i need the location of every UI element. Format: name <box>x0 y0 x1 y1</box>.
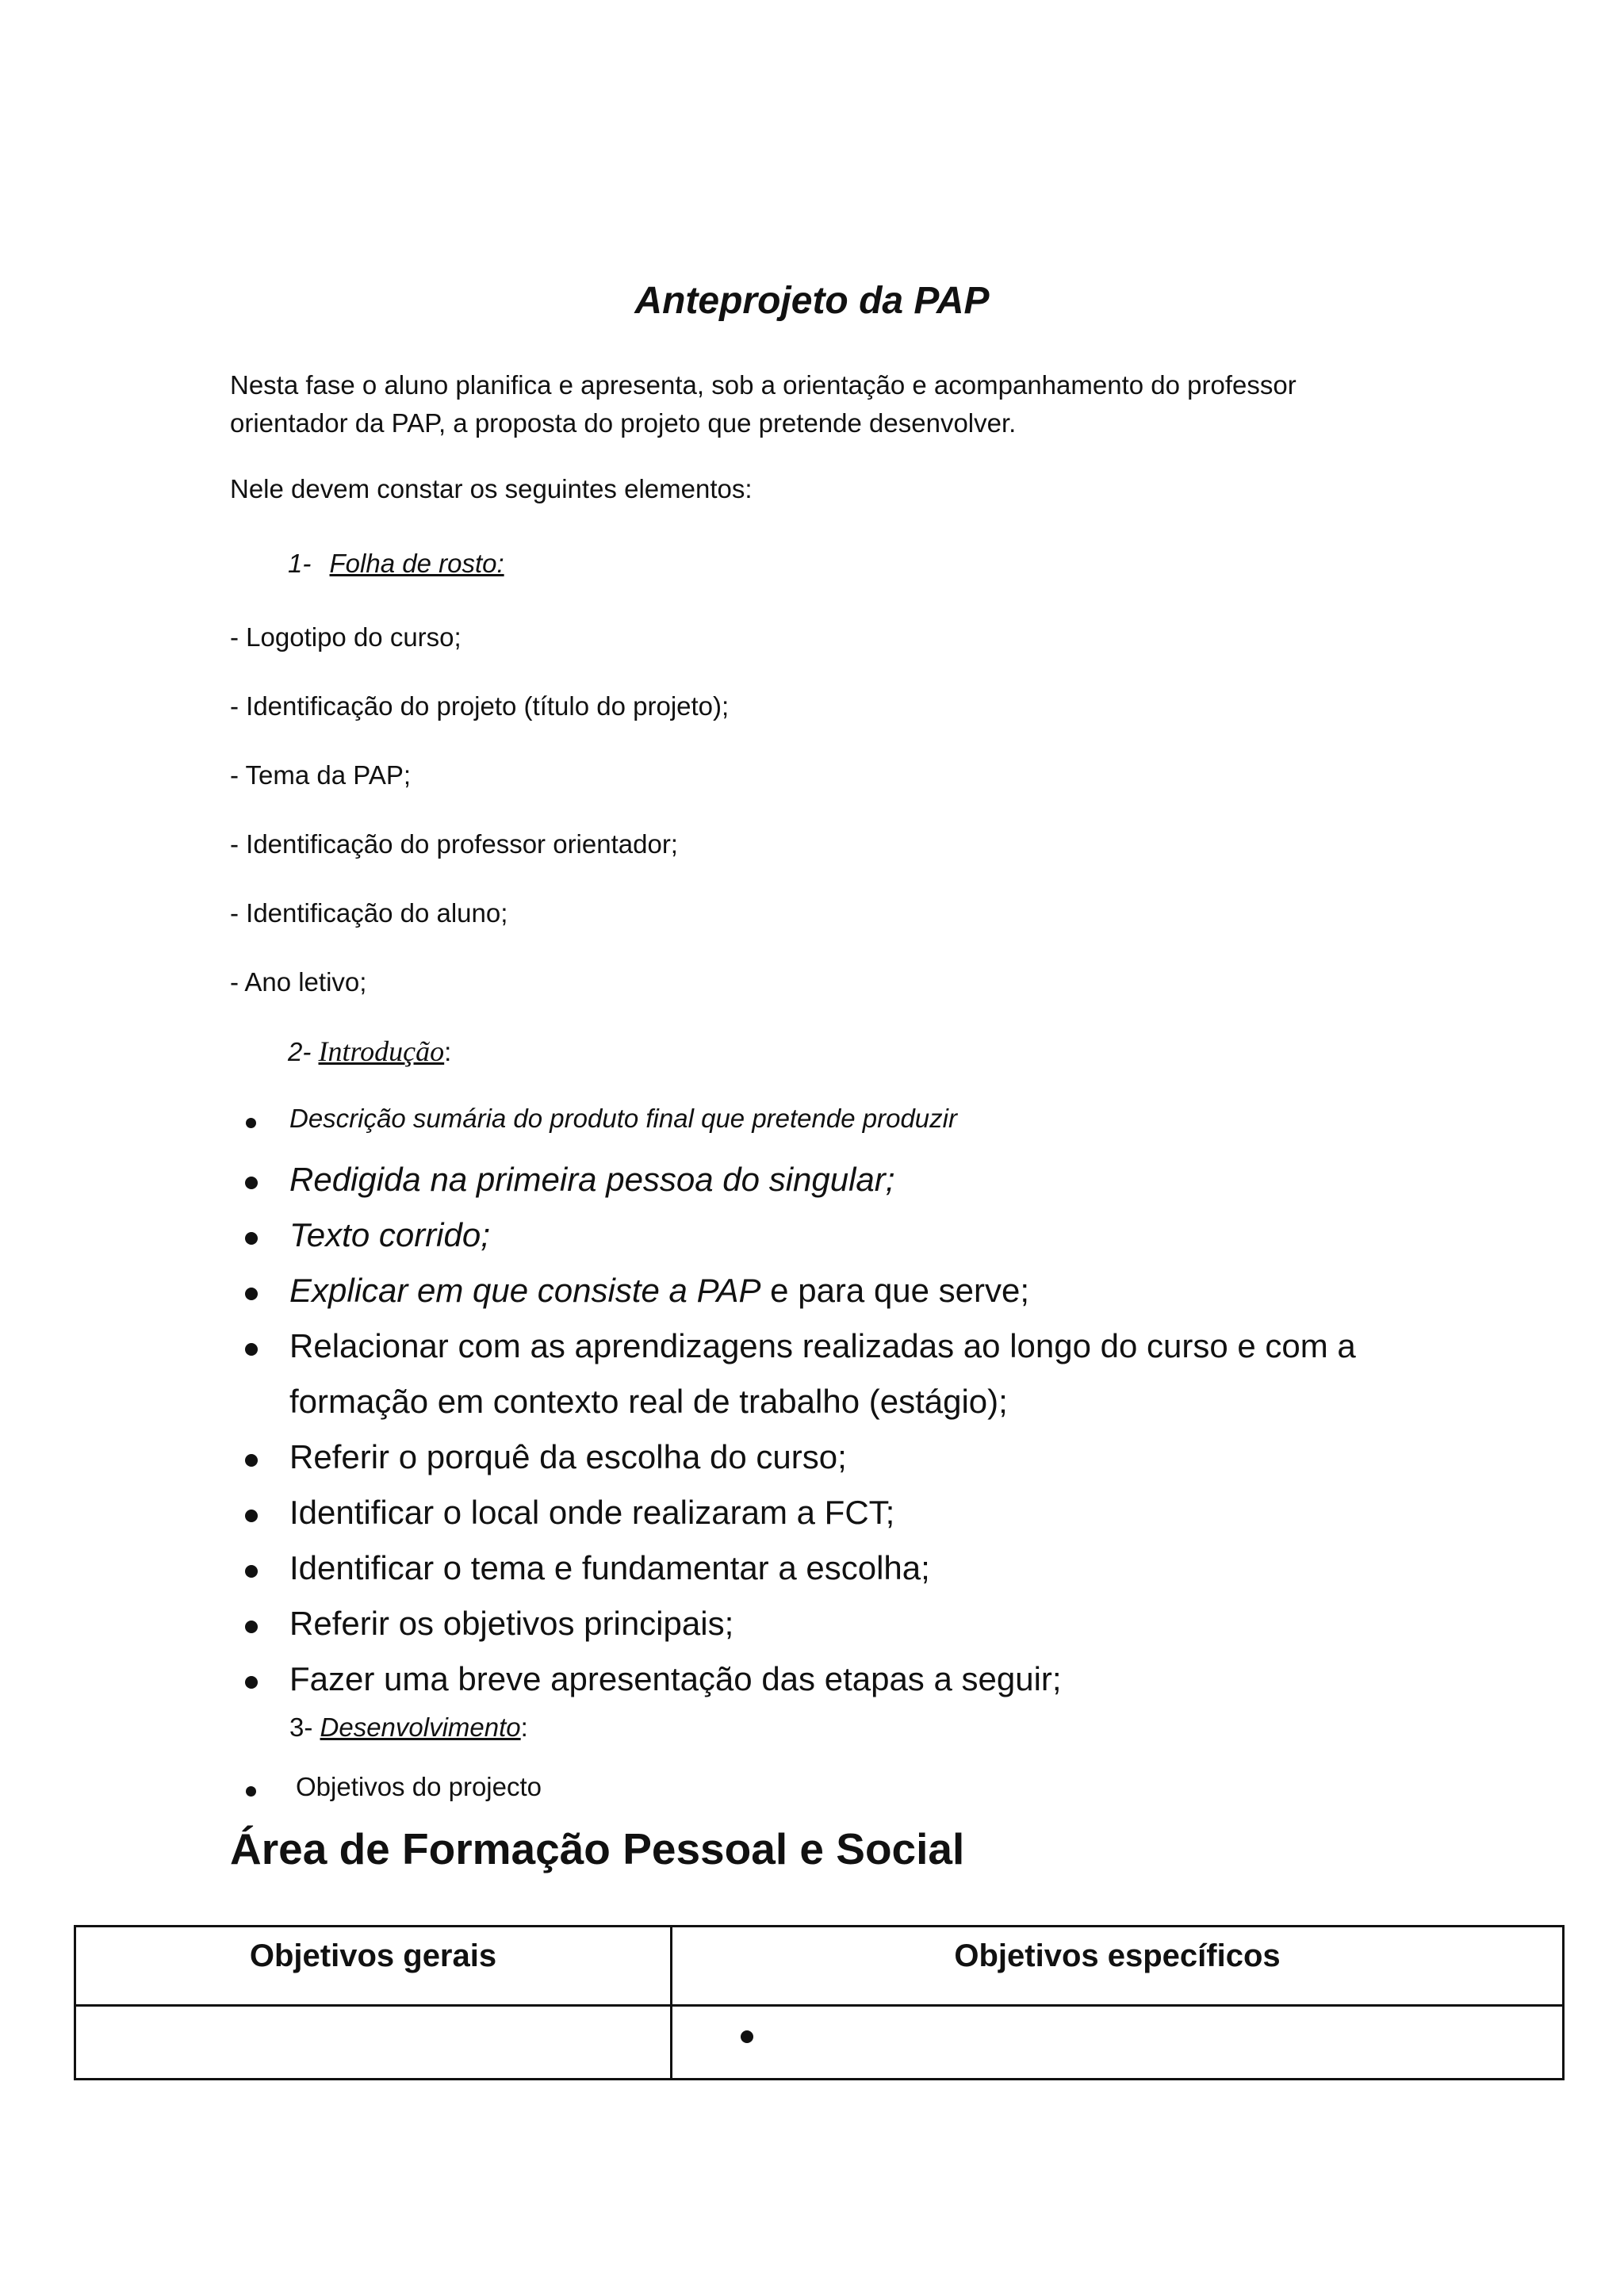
section2-bullet <box>289 1272 1029 1310</box>
document-title: Anteprojeto da PAP <box>634 280 990 322</box>
intro-line-2: orientador da PAP, a proposta do projeto que pretende desenvolver. <box>230 408 1017 438</box>
section2-heading <box>288 1032 451 1071</box>
section2-label: Introdução <box>318 1035 445 1067</box>
table-cell[interactable] <box>75 2006 672 2080</box>
intro-line-1: Nesta fase o aluno planifica e apresenta, sob a orientação e acompanhamento do professor <box>230 370 1297 400</box>
section2-number: 2- <box>288 1037 312 1066</box>
table-header-cell: Objetivos gerais <box>75 1927 672 2006</box>
section2-bullet: Referir os objetivos principais; <box>289 1605 734 1642</box>
bullet-dot <box>245 1232 258 1245</box>
area-heading: Área de Formação Pessoal e Social <box>230 1824 965 1873</box>
section2-bullet: Referir o porquê da escolha do curso; <box>289 1438 847 1475</box>
section2-bullet-rest: e para que serve; <box>760 1272 1030 1309</box>
section1-item: - Identificação do projeto (título do projeto); <box>230 691 730 721</box>
section2-small-bullet: Descrição sumária do produto final que pretende produzir <box>289 1104 957 1133</box>
section3-label: Desenvolvimento <box>320 1712 521 1742</box>
bullet-dot <box>741 2030 753 2043</box>
section2-bullet: Texto corrido; <box>289 1216 490 1253</box>
section2-bullet: Identificar o tema e fundamentar a escolha; <box>289 1549 930 1586</box>
section2-bullet: Identificar o local onde realizaram a FCT; <box>289 1494 895 1531</box>
section3-heading <box>289 1712 528 1743</box>
section2-bullet: Relacionar com as aprendizagens realizadas ao longo do curso e com a <box>289 1327 1356 1364</box>
section2-bullet: Redigida na primeira pessoa do singular; <box>289 1161 895 1198</box>
table-header-row <box>75 1927 1564 2006</box>
section2-suffix: : <box>444 1037 452 1066</box>
section1-label: Folha de rosto: <box>329 549 504 578</box>
bullet-dot <box>245 1510 258 1522</box>
section2-bullet-italic: Explicar em que consiste a PAP <box>289 1272 761 1309</box>
section1-item: - Identificação do professor orientador; <box>230 829 678 859</box>
elements-intro: Nele devem constar os seguintes elementos: <box>230 474 753 503</box>
bullet-dot <box>245 1676 258 1689</box>
section1-item: - Ano letivo; <box>230 967 367 997</box>
bullet-dot <box>245 1565 258 1578</box>
section3-bullet: Objetivos do projecto <box>296 1772 542 1801</box>
section1-heading <box>288 545 504 583</box>
objectives-table <box>74 1925 1565 2080</box>
table-row <box>75 2006 1564 2080</box>
bullet-dot <box>245 1288 258 1300</box>
bullet-dot <box>245 1343 258 1356</box>
bullet-dot <box>245 1177 258 1189</box>
table-header-cell: Objetivos específicos <box>672 1927 1564 2006</box>
section1-item: - Logotipo do curso; <box>230 622 462 652</box>
section1-item: - Identificação do aluno; <box>230 898 508 928</box>
bullet-dot <box>246 1786 256 1797</box>
section1-number: 1- <box>288 549 312 578</box>
bullet-dot <box>246 1118 256 1128</box>
bullet-dot <box>245 1621 258 1633</box>
section1-item: - Tema da PAP; <box>230 760 412 790</box>
bullet-dot <box>245 1454 258 1467</box>
section3-suffix: : <box>520 1712 528 1742</box>
section2-bullet-continuation: formação em contexto real de trabalho (estágio); <box>289 1383 1008 1420</box>
section2-bullet: Fazer uma breve apresentação das etapas a seguir; <box>289 1660 1062 1697</box>
section3-number: 3- <box>289 1712 313 1742</box>
table-cell[interactable] <box>672 2006 1564 2080</box>
